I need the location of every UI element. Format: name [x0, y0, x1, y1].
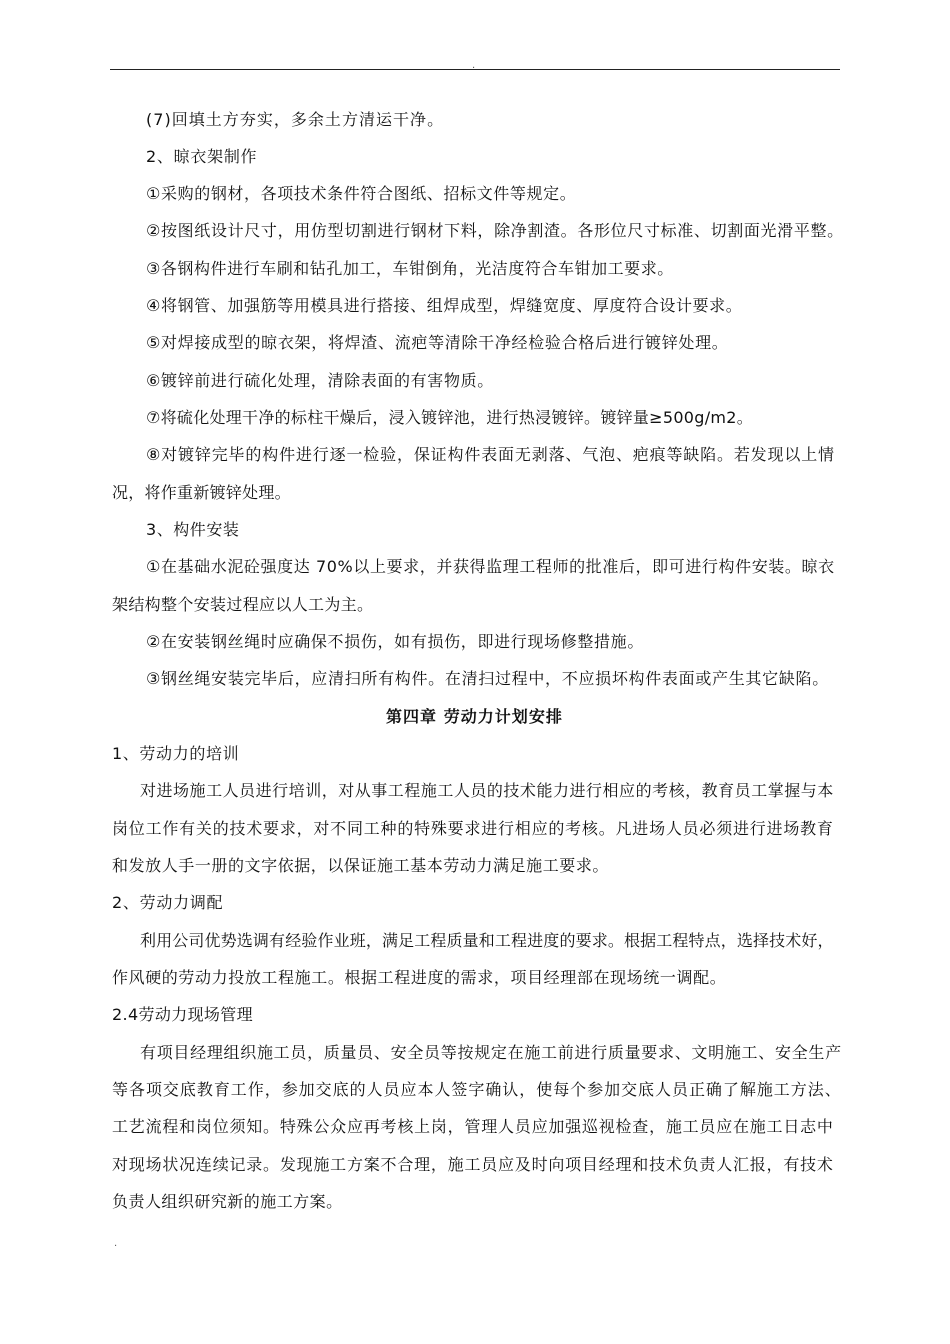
- section-heading: 3、构件安装: [146, 520, 240, 539]
- paragraph-line: ④将钢管、加强筋等用模具进行搭接、组焊成型，焊缝宽度、厚度符合设计要求。: [146, 296, 743, 315]
- paragraph-line: 工艺流程和岗位须知。特殊公众应再考核上岗，管理人员应加强巡视检查，施工员应在施工日志中: [112, 1117, 834, 1136]
- section-heading: 1、劳动力的培训: [112, 744, 240, 763]
- paragraph-line: 作风硬的劳动力投放工程施工。根据工程进度的需求，项目经理部在现场统一调配。: [112, 968, 727, 987]
- footer-mark: .: [114, 1238, 118, 1249]
- paragraph-line: ①在基础水泥砼强度达 70%以上要求，并获得监理工程师的批准后，即可进行构件安装。晾衣: [146, 557, 835, 576]
- paragraph-line: ⑧对镀锌完毕的构件进行逐一检验，保证构件表面无剥落、气泡、疤痕等缺陷。若发现以上情: [146, 445, 835, 464]
- paragraph-line: ⑦将硫化处理干净的标柱干燥后，浸入镀锌池，进行热浸镀锌。镀锌量≥500g/m2。: [146, 408, 753, 427]
- header-mark: .: [472, 60, 476, 71]
- paragraph-line: 对现场状况连续记录。发现施工方案不合理，施工员应及时向项目经理和技术负责人汇报，有技术: [112, 1155, 834, 1174]
- paragraph-line: 岗位工作有关的技术要求，对不同工种的特殊要求进行相应的考核。凡进场人员必须进行进场教育: [112, 819, 834, 838]
- paragraph-line: ③各钢构件进行车刷和钻孔加工，车钳倒角，光洁度符合车钳加工要求。: [146, 259, 674, 278]
- section-heading: 2.4劳动力现场管理: [112, 1005, 253, 1024]
- paragraph-line: 对进场施工人员进行培训，对从事工程施工人员的技术能力进行相应的考核，教育员工掌握与本: [140, 781, 834, 800]
- paragraph-line: 负责人组织研究新的施工方案。: [112, 1192, 343, 1211]
- paragraph-line: 有项目经理组织施工员，质量员、安全员等按规定在施工前进行质量要求、文明施工、安全生产: [140, 1043, 842, 1062]
- paragraph-line: ⑤对焊接成型的晾衣架，将焊渣、流疤等清除干净经检验合格后进行镀锌处理。: [146, 333, 729, 352]
- section-heading: 2、劳动力调配: [112, 893, 224, 912]
- paragraph-line: ②在安装钢丝绳时应确保不损伤，如有损伤，即进行现场修整措施。: [146, 632, 644, 651]
- paragraph-line: ②按图纸设计尺寸，用仿型切割进行钢材下料，除净割渣。各形位尺寸标准、切割面光滑平整。: [146, 221, 844, 240]
- paragraph-line: (7)回填土方夯实，多余土方清运干净。: [146, 110, 445, 129]
- paragraph-line: 况，将作重新镀锌处理。: [112, 483, 291, 502]
- paragraph-line: 架结构整个安装过程应以人工为主。: [112, 595, 374, 614]
- section-heading: 2、晾衣架制作: [146, 147, 258, 166]
- paragraph-line: 利用公司优势选调有经验作业班，满足工程质量和工程进度的要求。根据工程特点，选择技术好，: [140, 931, 834, 950]
- paragraph-line: ③钢丝绳安装完毕后，应清扫所有构件。在清扫过程中，不应损坏构件表面或产生其它缺陷。: [146, 669, 829, 688]
- paragraph-line: ①采购的钢材，各项技术条件符合图纸、招标文件等规定。: [146, 184, 577, 203]
- paragraph-line: 等各项交底教育工作，参加交底的人员应本人签字确认，使每个参加交底人员正确了解施工方法、: [112, 1080, 842, 1099]
- header-rule: [110, 69, 840, 70]
- paragraph-line: 和发放人手一册的文字依据，以保证施工基本劳动力满足施工要求。: [112, 856, 609, 875]
- paragraph-line: ⑥镀锌前进行硫化处理，清除表面的有害物质。: [146, 371, 494, 390]
- chapter-title: 第四章 劳动力计划安排: [386, 707, 563, 726]
